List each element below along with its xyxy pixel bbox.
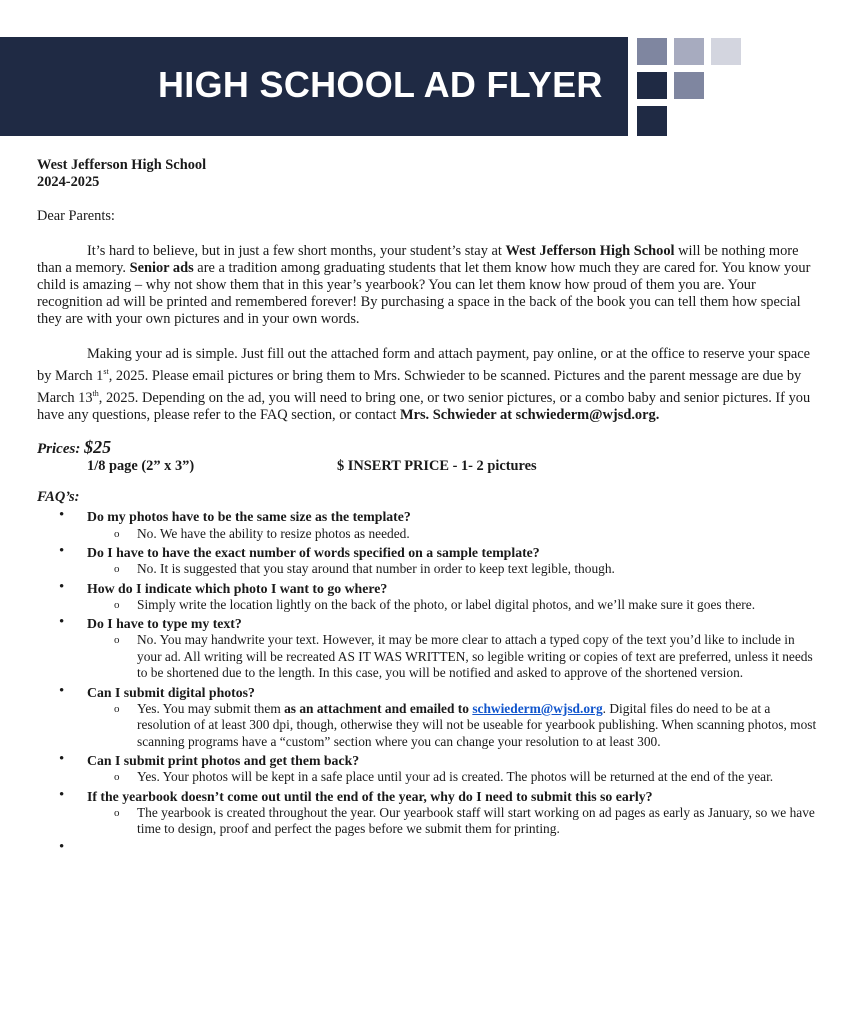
bullet-icon: • bbox=[59, 838, 65, 855]
faq-answer: o Simply write the location lightly on the back of the photo, or label digital photos, and we’ll make sure it goes there. bbox=[114, 596, 756, 612]
bullet-icon: • bbox=[59, 578, 65, 595]
decor-square bbox=[637, 72, 667, 99]
bullet-icon: • bbox=[59, 786, 65, 803]
faq-answer: o No. You may handwrite your text. However, it may be more clear to attach a typed copy of the text you’d like to include in your ad. All writing will be recreated AS IT WAS WRITTEN, so legible writing or copies of text are preferred, unless it needs to be shortened due to the length. In this case, you will be notified and asked to approve of the shortened version. bbox=[114, 632, 813, 681]
sub-bullet-icon: o bbox=[114, 563, 120, 576]
decor-square bbox=[637, 106, 667, 136]
faq-answer: o Yes. You may submit them as an attachment and emailed to schwiederm@wjsd.org. Digital files do need to be at a resolution of at least 300 dpi, though, otherwise they will not be useable for yearbook publishing. When scanning photos, most scanning programs have a “custom” section where you can change your resolution to at least 300. bbox=[114, 700, 817, 749]
sub-bullet-icon: o bbox=[114, 598, 120, 611]
sub-bullet-icon: o bbox=[114, 806, 120, 819]
faq-question: Do I have to type my text? bbox=[87, 616, 242, 632]
ad-size: 1/8 page (2” x 3”) bbox=[87, 458, 195, 475]
faq-question: Do I have to have the exact number of words specified on a sample template? bbox=[87, 545, 540, 561]
prices-heading: Prices: $25 bbox=[37, 437, 112, 458]
school-year: 2024-2025 bbox=[37, 174, 100, 191]
price-amount: $25 bbox=[84, 437, 112, 458]
faq-item bbox=[37, 544, 817, 578]
faq-heading: FAQ’s: bbox=[37, 489, 80, 506]
faq-question: How do I indicate which photo I want to go where? bbox=[87, 580, 388, 596]
faq-question: Can I submit print photos and get them back? bbox=[87, 753, 360, 769]
sub-bullet-icon: o bbox=[114, 771, 120, 784]
sub-bullet-icon: o bbox=[114, 634, 120, 647]
faq-answer: o No. It is suggested that you stay around that number in order to keep text legible, though. bbox=[114, 561, 615, 577]
faq-item bbox=[37, 752, 817, 786]
faq-answer: o Yes. Your photos will be kept in a safe place until your ad is created. The photos will be returned at the end of the year. bbox=[114, 769, 774, 785]
sub-bullet-icon: o bbox=[114, 702, 120, 715]
faq-question: If the yearbook doesn’t come out until the end of the year, why do I need to submit this so early? bbox=[87, 788, 653, 804]
price-line bbox=[37, 458, 817, 476]
intro-paragraph: It’s hard to believe, but in just a few short months, your student’s stay at West Jefferson High School will be nothing more than a memory. Senior ads are a tradition among graduating students that let them know how much they are cared for. You know your child is amazing – why not show them that in this year’s yearbook? You can let them know how proud of them you are. Your recognition ad will be printed and remembered forever! By purchasing a space in the back of the book you can tell them how special they are with your own pictures and in your own words. bbox=[37, 242, 811, 328]
insert-price: $ INSERT PRICE - 1- 2 pictures bbox=[337, 458, 537, 475]
bullet-icon: • bbox=[59, 682, 65, 699]
faq-item bbox=[37, 684, 817, 750]
faq-question: Can I submit digital photos? bbox=[87, 684, 255, 700]
decor-square bbox=[674, 72, 704, 99]
faq-item-empty bbox=[37, 840, 817, 858]
letter-body bbox=[37, 157, 817, 858]
instructions-paragraph: Making your ad is simple. Just fill out the attached form and attach payment, pay online, or at the office to reserve your space by March 1st, 2025. Please email pictures or bring them to Mrs. Schwieder to be scanned. Pictures and the parent message are due by March 13th, 2025. Depending on the ad, you will need to bring one, or two senior pictures, or a combo baby and senior pictures. If you have any questions, please refer to the FAQ section, or contact Mrs. Schwieder at schwiederm@wjsd.org. bbox=[37, 345, 811, 423]
school-name: West Jefferson High School bbox=[37, 157, 207, 173]
faq-answer: o The yearbook is created throughout the year. Our yearbook staff will start working on ad pages as early as January, so we have time to design, proof and perfect the pages before we submit them for printing. bbox=[114, 804, 815, 837]
bullet-icon: • bbox=[59, 507, 65, 524]
decor-square bbox=[637, 38, 667, 65]
bullet-icon: • bbox=[59, 614, 65, 631]
bullet-icon: • bbox=[59, 543, 65, 560]
faq-answer: o No. We have the ability to resize photos as needed. bbox=[114, 525, 410, 541]
faq-item bbox=[37, 580, 817, 614]
email-link[interactable]: schwiederm@wjsd.org bbox=[472, 700, 603, 716]
faq-question: Do my photos have to be the same size as the template? bbox=[87, 509, 411, 525]
greeting: Dear Parents: bbox=[37, 208, 115, 225]
faq-item bbox=[37, 615, 817, 681]
bullet-icon: • bbox=[59, 751, 65, 768]
faq-item bbox=[37, 788, 817, 838]
faq-list bbox=[37, 508, 817, 857]
decor-square bbox=[711, 38, 741, 65]
faq-item bbox=[37, 508, 817, 542]
flyer-title: HIGH SCHOOL AD FLYER bbox=[158, 64, 603, 105]
sub-bullet-icon: o bbox=[114, 527, 120, 540]
decor-square bbox=[674, 38, 704, 65]
